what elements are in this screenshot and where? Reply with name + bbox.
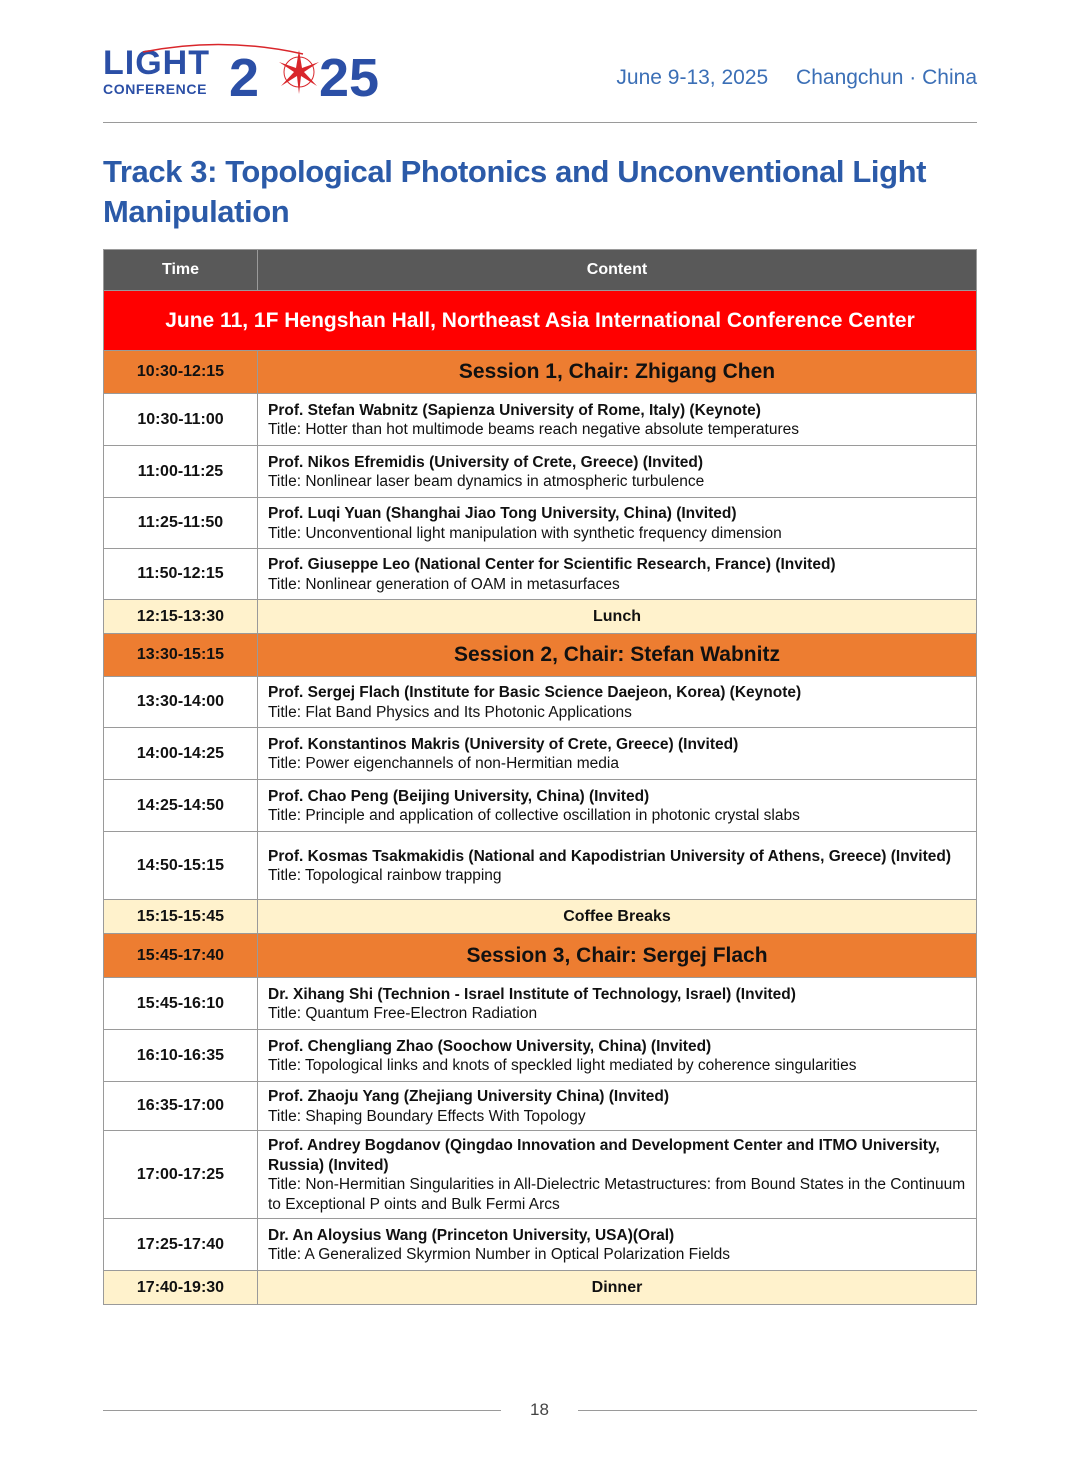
time-cell: 16:10-16:35 [104,1030,258,1082]
time-cell: 14:25-14:50 [104,780,258,832]
speaker-name: Prof. Chao Peng (Beijing University, China) (Invited) [268,787,650,805]
speaker-name: Prof. Andrey Bogdanov (Qingdao Innovation and Development Center and ITMO University, Russia) (Invited) [268,1137,940,1174]
talk-row [104,728,977,780]
talk-content [258,446,977,498]
svg-text:CONFERENCE: CONFERENCE [103,81,208,97]
talk-content [258,1082,977,1131]
speaker-name: Dr. An Aloysius Wang (Princeton University, USA)(Oral) [268,1226,675,1244]
talk-content [258,1131,977,1219]
talk-content [258,978,977,1030]
session-label: Session 2, Chair: Stefan Wabnitz [258,634,977,677]
session-row [104,934,977,978]
footer-divider-right [578,1410,977,1411]
talk-content [258,677,977,728]
schedule-table [103,249,977,1305]
page-number: 18 [530,1400,549,1419]
light-conference-2025-logo [103,40,423,100]
talk-row [104,1082,977,1131]
column-header-time: Time [104,250,258,291]
speaker-name: Prof. Giuseppe Leo (National Center for Scientific Research, France) (Invited) [268,556,836,573]
schedule-body [104,291,977,1305]
time-cell: 15:15-15:45 [104,900,258,934]
talk-row [104,677,977,728]
svg-text:LIGHT: LIGHT [103,44,210,82]
talk-content [258,498,977,549]
time-cell: 16:35-17:00 [104,1082,258,1131]
talk-row [104,1131,977,1219]
talk-content [258,780,977,832]
venue-label: June 11, 1F Hengshan Hall, Northeast Asia International Conference Center [104,291,977,351]
speaker-name: Prof. Kosmas Tsakmakidis (National and Kapodistrian University of Athens, Greece) (Invited) [268,847,952,865]
time-cell: 11:00-11:25 [104,446,258,498]
break-row [104,1271,977,1305]
page-header [103,38,977,118]
time-cell: 11:25-11:50 [104,498,258,549]
break-row [104,600,977,634]
session-row [104,351,977,394]
conference-date: June 9-13, 2025 [616,66,769,89]
talk-content [258,1030,977,1082]
talk-row [104,498,977,549]
talk-content [258,549,977,600]
talk-row [104,446,977,498]
break-label: Lunch [258,600,977,634]
talk-title: Title: Nonlinear generation of OAM in metasurfaces [268,575,620,593]
time-cell: 13:30-14:00 [104,677,258,728]
break-label: Coffee Breaks [258,900,977,934]
talk-title: Title: Topological links and knots of speckled light mediated by coherence singularities [268,1057,857,1074]
talk-row [104,978,977,1030]
talk-title: Title: Shaping Boundary Effects With Topology [268,1107,586,1125]
talk-title: Title: A Generalized Skyrmion Number in Optical Polarization Fields [268,1246,731,1263]
session-label: Session 3, Chair: Sergej Flach [258,934,977,978]
speaker-name: Prof. Konstantinos Makris (University of Crete, Greece) (Invited) [268,735,739,753]
talk-title: Title: Hotter than hot multimode beams reach negative absolute temperatures [268,421,800,438]
time-cell: 17:00-17:25 [104,1131,258,1219]
break-row [104,900,977,934]
conference-location: Changchun · China [796,66,977,89]
speaker-name: Prof. Sergej Flach (Institute for Basic Science Daejeon, Korea) (Keynote) [268,684,802,701]
column-header-content: Content [258,250,977,291]
talk-title: Title: Topological rainbow trapping [268,867,502,884]
talk-title: Title: Principle and application of collective oscillation in photonic crystal slabs [268,807,800,824]
talk-content [258,1219,977,1271]
header-divider [103,122,977,123]
break-label: Dinner [258,1271,977,1305]
svg-text:2: 2 [229,48,260,100]
session-row [104,634,977,677]
time-cell: 11:50-12:15 [104,549,258,600]
time-cell: 10:30-12:15 [104,351,258,394]
header-info [616,66,977,90]
talk-title: Title: Power eigenchannels of non-Hermitian media [268,755,619,772]
speaker-name: Prof. Stefan Wabnitz (Sapienza University of Rome, Italy) (Keynote) [268,401,761,419]
talk-row [104,1219,977,1271]
talk-title: Title: Quantum Free-Electron Radiation [268,1005,538,1022]
talk-row [104,780,977,832]
talk-title: Title: Non-Hermitian Singularities in All-Dielectric Metastructures: from Bound States in the Continuum to Exceptional P oints and Bulk Fermi Arcs [268,1176,966,1213]
talk-content [258,728,977,780]
time-cell: 14:50-15:15 [104,832,258,900]
speaker-name: Prof. Nikos Efremidis (University of Crete, Greece) (Invited) [268,453,703,471]
speaker-name: Dr. Xihang Shi (Technion - Israel Institute of Technology, Israel) (Invited) [268,985,796,1003]
time-cell: 17:25-17:40 [104,1219,258,1271]
talk-title: Title: Nonlinear laser beam dynamics in atmospheric turbulence [268,473,705,490]
table-header-row [104,250,977,291]
talk-title: Title: Unconventional light manipulation with synthetic frequency dimension [268,524,782,542]
speaker-name: Prof. Zhaoju Yang (Zhejiang University China) (Invited) [268,1088,670,1105]
talk-row [104,832,977,900]
session-label: Session 1, Chair: Zhigang Chen [258,351,977,394]
svg-text:25: 25 [319,48,380,100]
talk-content [258,832,977,900]
talk-row [104,394,977,446]
page-title: Track 3: Topological Photonics and Unconventional Light Manipulation [103,154,927,229]
footer-divider-left [103,1410,501,1411]
time-cell: 13:30-15:15 [104,634,258,677]
speaker-name: Prof. Chengliang Zhao (Soochow University, China) (Invited) [268,1037,712,1055]
talk-content [258,394,977,446]
speaker-name: Prof. Luqi Yuan (Shanghai Jiao Tong University, China) (Invited) [268,505,737,522]
time-cell: 15:45-16:10 [104,978,258,1030]
venue-row [104,291,977,351]
talk-row [104,549,977,600]
talk-row [104,1030,977,1082]
time-cell: 10:30-11:00 [104,394,258,446]
talk-title: Title: Flat Band Physics and Its Photonic Applications [268,703,632,721]
time-cell: 14:00-14:25 [104,728,258,780]
time-cell: 17:40-19:30 [104,1271,258,1305]
time-cell: 12:15-13:30 [104,600,258,634]
time-cell: 15:45-17:40 [104,934,258,978]
